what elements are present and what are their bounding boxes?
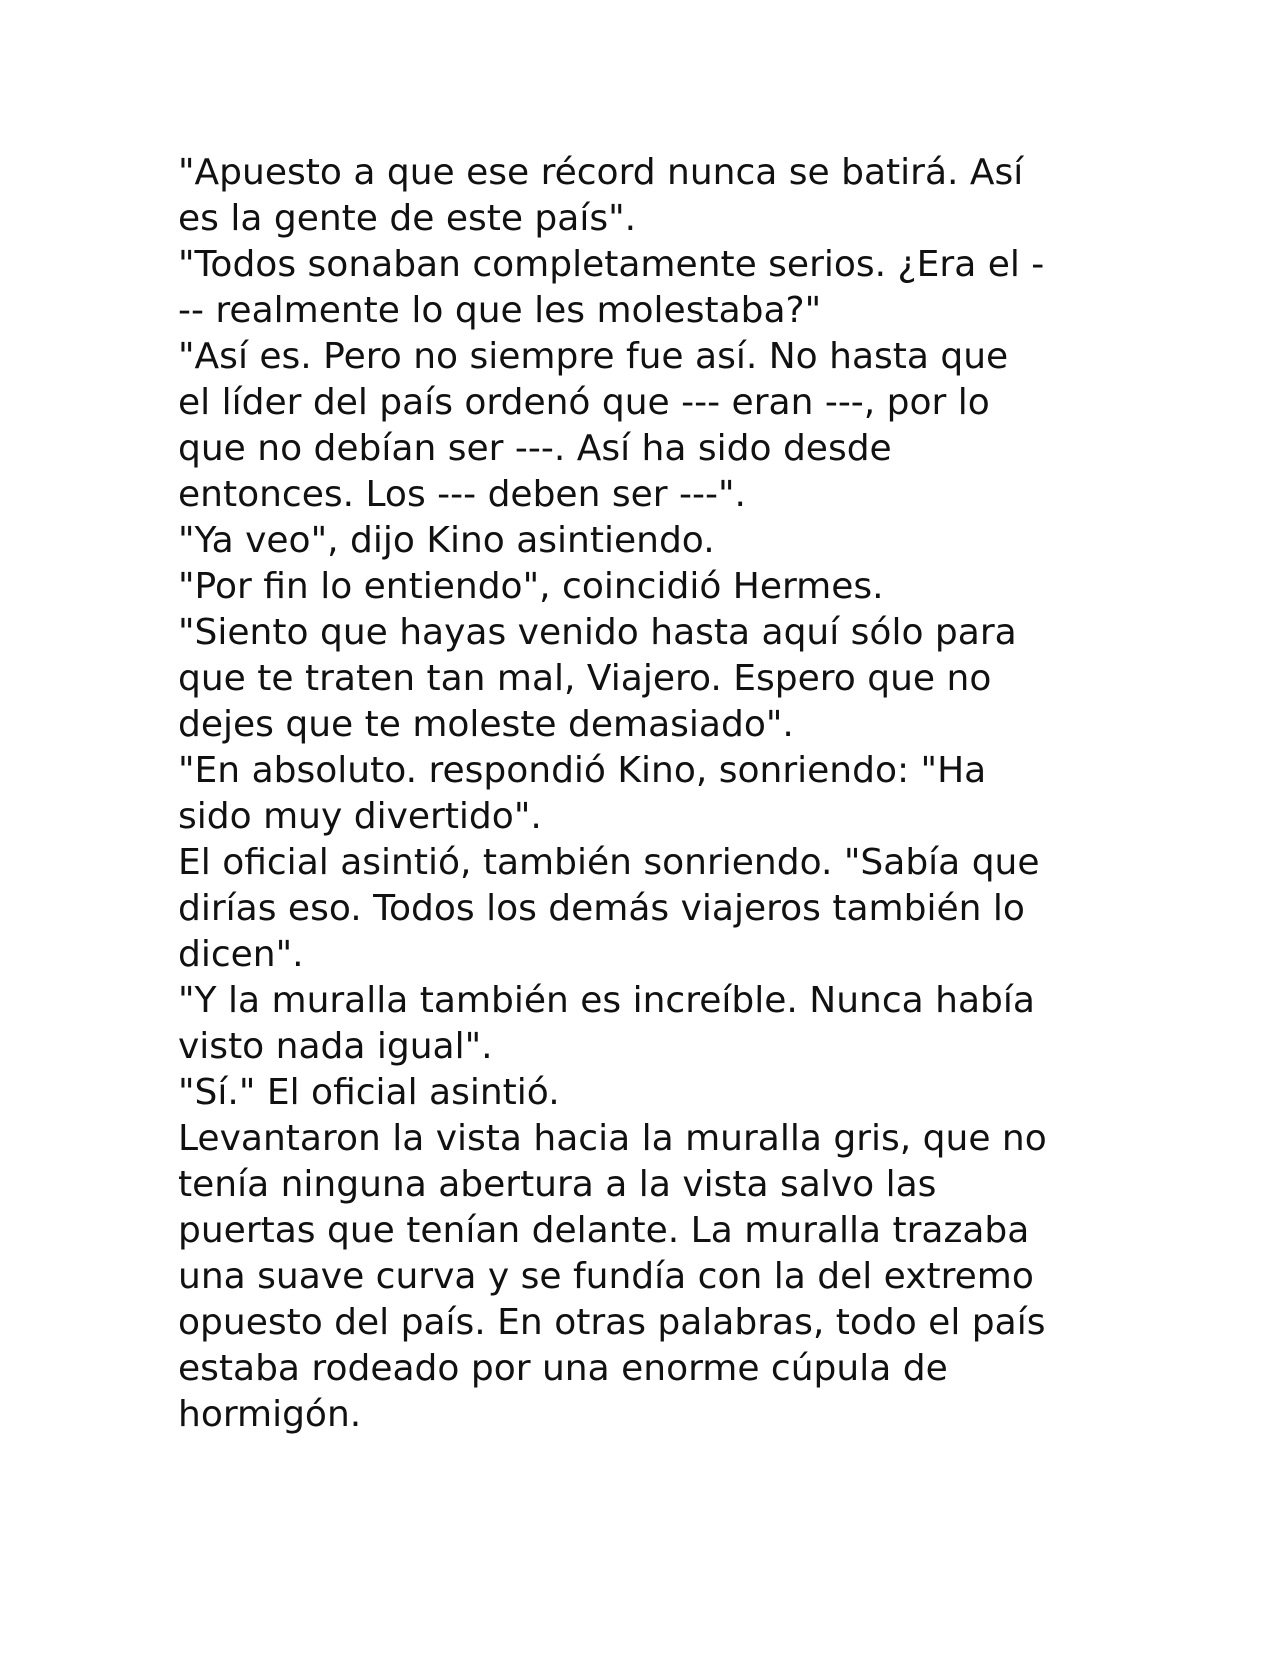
text-line: "Todos sonaban completamente serios. ¿Era el - [178, 244, 1045, 285]
text-line: que te traten tan mal, Viajero. Espero que no [178, 658, 992, 699]
text-line: es la gente de este país". [178, 198, 637, 239]
body-text [178, 150, 1118, 1438]
text-line: hormigón. [178, 1394, 362, 1435]
text-line: estaba rodeado por una enorme cúpula de [178, 1348, 948, 1389]
text-line: "En absoluto. respondió Kino, sonriendo: "Ha [178, 750, 987, 791]
text-line: que no debían ser ---. Así ha sido desde [178, 428, 892, 469]
text-line: opuesto del país. En otras palabras, todo el país [178, 1302, 1046, 1343]
text-line: "Apuesto a que ese récord nunca se batirá. Así [178, 152, 1024, 193]
text-line: visto nada igual". [178, 1026, 493, 1067]
text-line: entonces. Los --- deben ser ---". [178, 474, 746, 515]
text-line: "Ya veo", dijo Kino asintiendo. [178, 520, 715, 561]
text-line: "Así es. Pero no siempre fue así. No hasta que [178, 336, 1009, 377]
text-line: tenía ninguna abertura a la vista salvo las [178, 1164, 937, 1205]
text-line: sido muy divertido". [178, 796, 542, 837]
text-line: dicen". [178, 934, 304, 975]
text-line: el líder del país ordenó que --- eran ---, por lo [178, 382, 990, 423]
text-line: dirías eso. Todos los demás viajeros también lo [178, 888, 1025, 929]
text-line: "Sí." El oficial asintió. [178, 1072, 560, 1113]
text-line: El oficial asintió, también sonriendo. "Sabía que [178, 842, 1040, 883]
text-line: "Por fin lo entiendo", coincidió Hermes. [178, 566, 884, 607]
text-line: Levantaron la vista hacia la muralla gris, que no [178, 1118, 1047, 1159]
text-line: dejes que te moleste demasiado". [178, 704, 794, 745]
text-line: "Y la muralla también es increíble. Nunca había [178, 980, 1035, 1021]
text-line: -- realmente lo que les molestaba?" [178, 290, 822, 331]
text-line: puertas que tenían delante. La muralla trazaba [178, 1210, 1030, 1251]
text-line: una suave curva y se fundía con la del extremo [178, 1256, 1034, 1297]
text-line: "Siento que hayas venido hasta aquí sólo para [178, 612, 1017, 653]
